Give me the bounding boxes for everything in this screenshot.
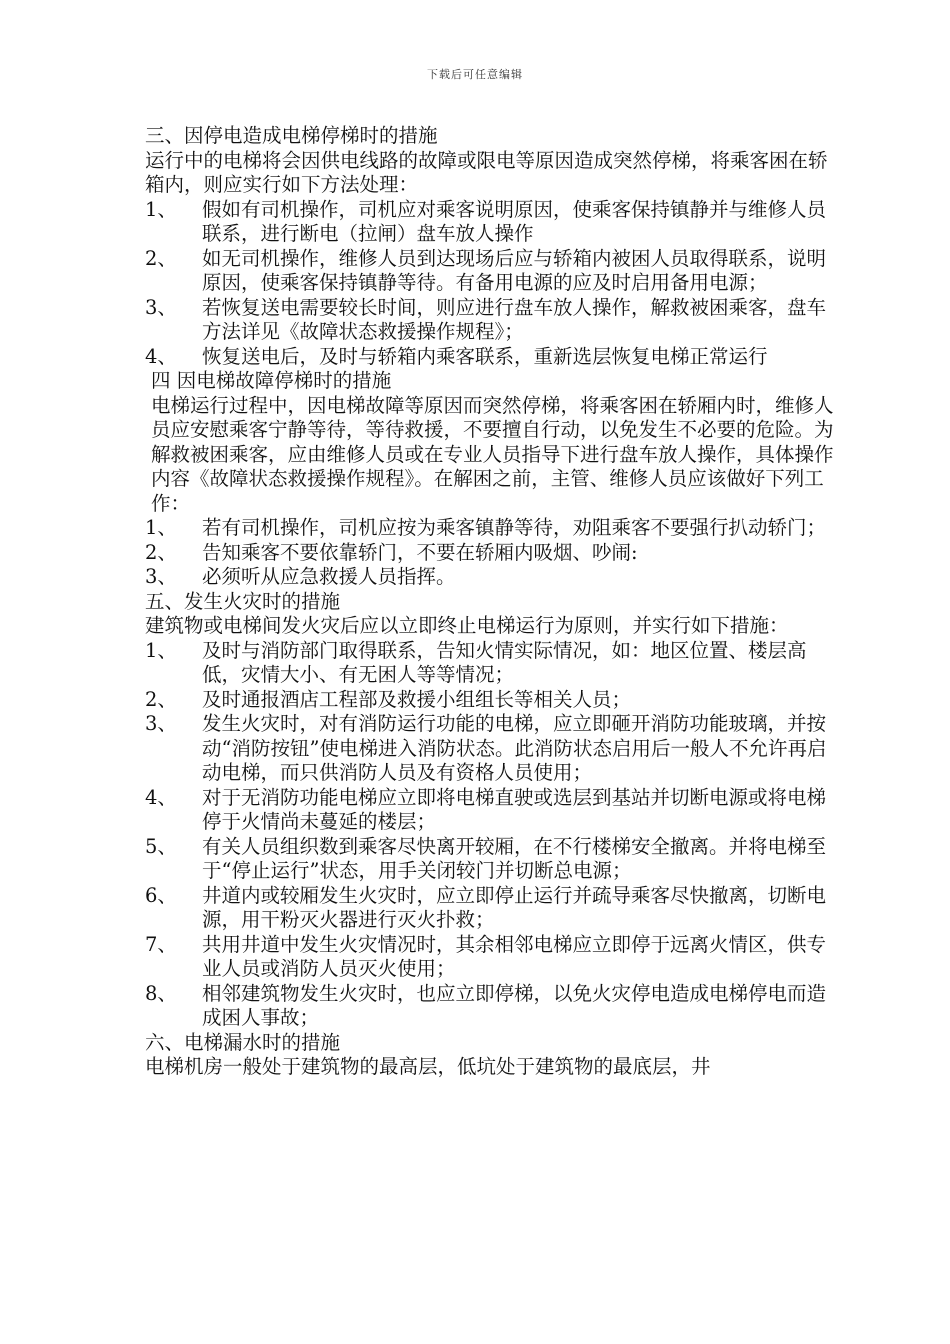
list-number: 3、 bbox=[145, 295, 177, 319]
section-intro: 电梯运行过程中，因电梯故障等原因而突然停梯，将乘客困在轿厢内时，维修人员应安慰乘客宁静等待，等待救援，不要擅自行动，以免发生不必要的危险。为解救被困乘客，应由维修人员或在专业人员指导下进行盘车放人操作，具体操作内容《故障状态救援操作规程》。在解困之前，主管、维修人员应该做好下列工作： bbox=[151, 393, 834, 515]
list-text: 共用井道中发生火灾情况时，其余相邻电梯应立即停于远离火情区，供专业人员或消防人员灭火使用； bbox=[202, 932, 827, 980]
list-text: 相邻建筑物发生火灾时，也应立即停梯，以免火灾停电造成电梯停电而造成困人事故； bbox=[202, 981, 827, 1029]
list-text: 恢复送电后，及时与轿箱内乘客联系，重新选层恢复电梯正常运行 bbox=[202, 344, 768, 368]
list-item bbox=[145, 516, 835, 541]
list-item bbox=[145, 565, 835, 590]
list-number: 5、 bbox=[145, 834, 177, 858]
list-item bbox=[145, 982, 835, 1031]
section-power-outage bbox=[145, 124, 835, 369]
list-number: 3、 bbox=[145, 565, 177, 588]
list-item bbox=[145, 345, 835, 370]
list-text: 如无司机操作，维修人员到达现场后应与轿箱内被困人员取得联系，说明原因，使乘客保持镇静等待。有备用电源的应及时启用备用电源； bbox=[202, 246, 827, 294]
list-item bbox=[145, 712, 835, 786]
section-elevator-fault bbox=[145, 369, 835, 590]
list-text: 若恢复送电需要较长时间，则应进行盘车放人操作，解救被困乘客，盘车方法详见《故障状态救援操作规程》； bbox=[202, 295, 827, 343]
list-item bbox=[145, 639, 835, 688]
page-header-note: 下载后可任意编辑 bbox=[427, 68, 523, 81]
list-item bbox=[145, 247, 835, 296]
list-text: 井道内或较厢发生火灾时，应立即停止运行并疏导乘客尽快撤离，切断电源，用干粉灭火器进行灭火扑救； bbox=[202, 883, 827, 931]
list-text: 发生火灾时，对有消防运行功能的电梯，应立即砸开消防功能玻璃，并按动“消防按钮”使电梯进入消防状态。此消防状态启用后一般人不允许再启动电梯，而只供消防人员及有资格人员使用； bbox=[202, 712, 827, 784]
list-text: 及时与消防部门取得联系，告知火情实际情况，如：地区位置、楼层高低，灾情大小、有无困人等等情况； bbox=[202, 638, 807, 686]
list-item bbox=[145, 688, 835, 713]
list-number: 1、 bbox=[145, 638, 177, 662]
section-intro: 建筑物或电梯间发火灾后应以立即终止电梯运行为原则，并实行如下措施： bbox=[145, 614, 789, 637]
list-text: 及时通报酒店工程部及救援小组组长等相关人员； bbox=[202, 687, 632, 711]
list-text: 对于无消防功能电梯应立即将电梯直驶或选层到基站并切断电源或将电梯停于火情尚未蔓延的楼层； bbox=[202, 785, 827, 833]
section-intro: 电梯机房一般处于建筑物的最高层，低坑处于建筑物的最底层，井 bbox=[145, 1055, 711, 1078]
list-item bbox=[145, 198, 835, 247]
list-item bbox=[145, 933, 835, 982]
section-heading: 四 因电梯故障停梯时的措施 bbox=[151, 369, 392, 392]
list-number: 2、 bbox=[145, 687, 177, 711]
list-number: 7、 bbox=[145, 932, 177, 956]
list-number: 2、 bbox=[145, 540, 177, 564]
section-heading: 六、电梯漏水时的措施 bbox=[145, 1030, 341, 1054]
list-text: 告知乘客不要依靠轿门，不要在轿厢内吸烟、吵闹: bbox=[202, 540, 638, 564]
list-item bbox=[145, 541, 835, 566]
list-text: 有关人员组织数到乘客尽快离开较厢，在不行楼梯安全撤离。并将电梯至于“停止运行”状态，用手关闭较门并切断总电源； bbox=[202, 834, 827, 882]
list-item bbox=[145, 786, 835, 835]
list-number: 1、 bbox=[145, 197, 177, 221]
section-intro: 运行中的电梯将会因供电线路的故障或限电等原因造成突然停梯，将乘客困在轿箱内，则应实行如下方法处理： bbox=[145, 148, 828, 196]
list-item bbox=[145, 296, 835, 345]
section-heading: 三、因停电造成电梯停梯时的措施 bbox=[145, 124, 438, 147]
document-body bbox=[145, 124, 835, 1080]
list-text: 必须听从应急救援人员指挥。 bbox=[202, 565, 456, 588]
list-item bbox=[145, 835, 835, 884]
section-water-leak bbox=[145, 1031, 835, 1080]
list-number: 1、 bbox=[145, 516, 177, 539]
list-number: 2、 bbox=[145, 246, 177, 270]
list-number: 4、 bbox=[145, 344, 177, 368]
section-fire bbox=[145, 590, 835, 1031]
list-text: 若有司机操作，司机应按为乘客镇静等待，劝阻乘客不要强行扒动轿门； bbox=[202, 516, 827, 539]
list-number: 6、 bbox=[145, 883, 177, 907]
section-heading: 五、发生火灾时的措施 bbox=[145, 589, 341, 613]
list-number: 4、 bbox=[145, 785, 177, 809]
list-item bbox=[145, 884, 835, 933]
list-text: 假如有司机操作，司机应对乘客说明原因，使乘客保持镇静并与维修人员联系，进行断电（拉闸）盘车放人操作 bbox=[202, 197, 827, 245]
list-number: 3、 bbox=[145, 712, 177, 735]
list-number: 8、 bbox=[145, 981, 177, 1005]
